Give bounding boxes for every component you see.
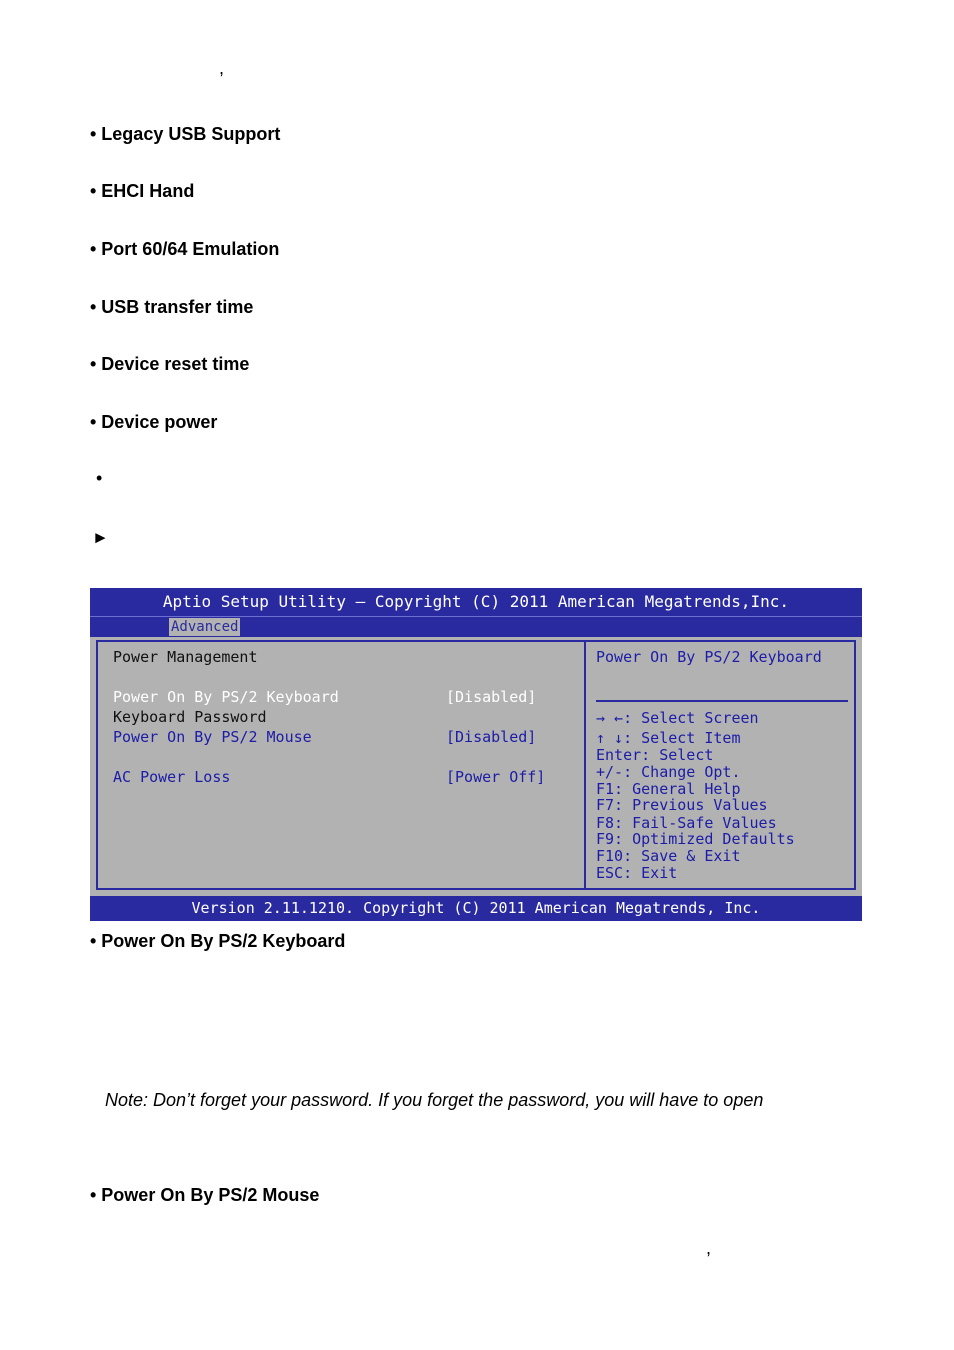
bullet-legacy-usb-support: • Legacy USB Support bbox=[90, 124, 281, 144]
comma-mark-bottom: , bbox=[706, 1238, 712, 1258]
help-key-esc: ESC: Exit bbox=[596, 864, 678, 882]
value-power-on-keyboard[interactable]: [Disabled] bbox=[446, 688, 537, 706]
bullet-device-reset-time: • Device reset time bbox=[90, 354, 250, 374]
bullet-usb-transfer-time: • USB transfer time bbox=[90, 297, 254, 317]
bullet-power-on-keyboard: • Power On By PS/2 Keyboard bbox=[90, 931, 346, 951]
bullet-device-power: • Device power bbox=[90, 412, 218, 432]
lone-bullet-mark: • bbox=[96, 468, 103, 488]
value-power-on-mouse[interactable]: [Disabled] bbox=[446, 728, 537, 746]
help-title: Power On By PS/2 Keyboard bbox=[596, 648, 822, 666]
tab-advanced[interactable]: Advanced bbox=[171, 619, 239, 635]
bios-title-bar: Aptio Setup Utility – Copyright (C) 2011 American Megatrends,Inc. bbox=[90, 588, 862, 616]
password-note: Note: Don’t forget your password. If you forget the password, you will have to open bbox=[105, 1090, 764, 1110]
help-key-f1: F1: General Help bbox=[596, 780, 741, 798]
menu-item-power-on-keyboard[interactable]: Power On By PS/2 Keyboard bbox=[113, 688, 339, 706]
help-key-f10: F10: Save & Exit bbox=[596, 847, 741, 865]
section-title: Power Management bbox=[113, 648, 258, 666]
help-divider bbox=[596, 700, 848, 702]
arrow-marker-icon: ► bbox=[92, 528, 109, 547]
bios-footer-bar: Version 2.11.1210. Copyright (C) 2011 American Megatrends, Inc. bbox=[90, 896, 862, 921]
comma-mark: , bbox=[219, 58, 225, 78]
help-key-enter: Enter: Select bbox=[596, 746, 714, 764]
value-ac-power-loss[interactable]: [Power Off] bbox=[446, 768, 546, 786]
bullet-ehci-hand: • EHCI Hand bbox=[90, 181, 195, 201]
menu-item-ac-power-loss[interactable]: AC Power Loss bbox=[113, 768, 231, 786]
help-key-change-opt: +/-: Change Opt. bbox=[596, 763, 741, 781]
help-key-f7: F7: Previous Values bbox=[596, 796, 768, 814]
help-key-f9: F9: Optimized Defaults bbox=[596, 830, 795, 848]
bios-screenshot bbox=[90, 588, 862, 921]
bios-panel-divider bbox=[584, 640, 586, 890]
help-key-select-item: ↑ ↓: Select Item bbox=[596, 729, 741, 747]
bios-main-frame bbox=[96, 640, 856, 890]
help-key-f8: F8: Fail-Safe Values bbox=[596, 814, 777, 832]
bullet-power-on-mouse: • Power On By PS/2 Mouse bbox=[90, 1185, 320, 1205]
menu-item-keyboard-password[interactable]: Keyboard Password bbox=[113, 708, 267, 726]
menu-item-power-on-mouse[interactable]: Power On By PS/2 Mouse bbox=[113, 728, 312, 746]
bullet-port-emulation: • Port 60/64 Emulation bbox=[90, 239, 280, 259]
bios-tab-bar bbox=[90, 616, 862, 637]
help-key-select-screen: → ←: Select Screen bbox=[596, 709, 759, 727]
